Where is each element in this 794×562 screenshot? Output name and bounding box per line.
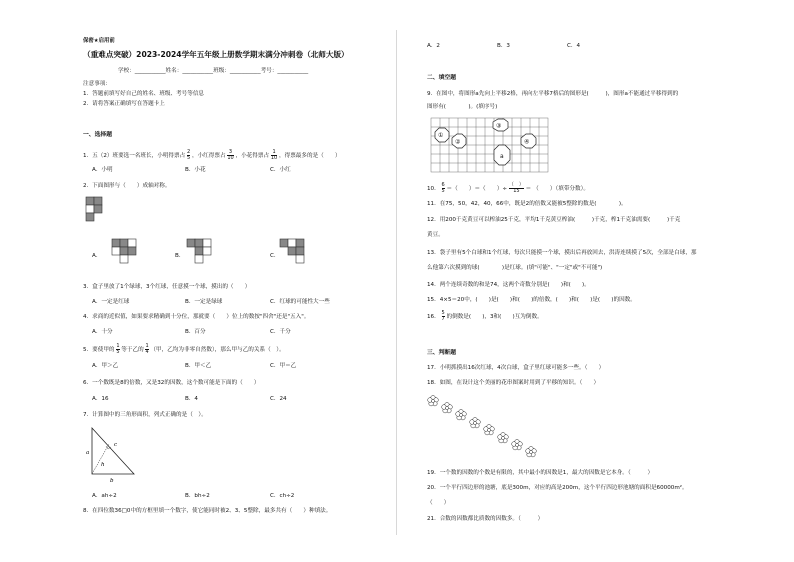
q5-option-c[interactable]: C．甲＝乙: [270, 363, 297, 369]
q6-option-a[interactable]: A．16: [92, 396, 109, 402]
notes-title: 注意事项：: [83, 81, 111, 87]
flower-3: [456, 410, 467, 420]
q1-option-b[interactable]: B．小花: [185, 167, 206, 173]
q4-option-b[interactable]: B．百分: [185, 329, 206, 335]
shape-label-a: a: [500, 153, 504, 160]
question-10: 10． $\frac{6}{5}$ ＝（ ）＝（ ）÷ （ ） 15 ＝ （ ）（填带分数）。: [427, 182, 589, 194]
q3-option-a[interactable]: A．一定是红球: [92, 299, 130, 305]
q6-option-b[interactable]: B．4: [185, 396, 198, 402]
question-6: 6．一个数既是8的倍数，又是32的因数，这个数可能是下面的（ ）: [83, 380, 260, 386]
q4-option-a[interactable]: A．十分: [92, 329, 113, 335]
question-9-cont: 图形有( )。(填序号): [427, 104, 498, 110]
q7-option-c[interactable]: C．ch÷2: [270, 493, 295, 499]
section-choice-heading: 一、选择题: [83, 132, 112, 138]
flower-7: [512, 440, 523, 450]
q9-grid-figure: [431, 118, 551, 174]
q1-option-a[interactable]: A．小明: [92, 167, 113, 173]
flower-8: [526, 447, 537, 457]
question-5: 5．要使甲的 $\frac{1}{5}$ 等于乙的 $\frac{1}{4}$ （甲，乙均为非零自然数），那么甲与乙的关系（ ）。: [83, 343, 285, 355]
q2-option-c[interactable]: C．: [270, 253, 280, 259]
question-21: 21．合数的因数都比质数的因数多。（ ）: [427, 516, 544, 522]
q7-option-a[interactable]: A．ah÷2: [92, 493, 117, 499]
flower-1: [428, 396, 439, 406]
q2-option-a-figure: [104, 239, 138, 265]
q2-option-a[interactable]: A．: [92, 253, 102, 259]
question-13: 13．袋子里有5个白球和1个红球，每次只能摸一个球，摸出后再放回去，洪涛连续摸了5次，全部是白球，那: [427, 250, 697, 256]
label-b: b: [110, 478, 114, 484]
question-1: 1．五（2）班要选一名班长，小明得票占 $\frac{2}{5}$ ，小红得票占 $\frac{3}{10}$ ，小花得票占 $\frac{1}{10}$ ，得票最多的是（ ）: [83, 149, 341, 161]
q8-option-b[interactable]: B．3: [497, 43, 510, 49]
flower-2: [442, 403, 453, 413]
question-3: 3．盒子里放了1个绿球，3个红球，任意摸一个球，摸出的（ ）: [83, 284, 251, 290]
shape-label-4: ④: [524, 138, 530, 146]
question-14: 14．两个连续奇数的和是74，这两个奇数分别是( )和( )。: [427, 282, 590, 288]
right-page: [397, 0, 794, 562]
fraction-q1-xiaohong: $\frac{3}{10}$: [227, 149, 234, 161]
flower-chain-figure: [427, 393, 557, 463]
fraction-q5-b: $\frac{1}{4}$: [145, 343, 149, 355]
question-20: 20．一个平行四边形的池塘，底是300m，对应的高是200m，这个平行四边形池塘的面积是60000m²。: [427, 485, 688, 491]
question-19: 19．一个数的因数的个数是有限的，其中最小的因数是1，最大的因数是它本身。（ ）: [427, 470, 654, 476]
q8-option-a[interactable]: A．2: [427, 43, 440, 49]
fraction-q1-xiaohua: $\frac{1}{10}$: [270, 149, 278, 161]
q6-option-c[interactable]: C．24: [270, 396, 287, 402]
q2-reference-figure: [86, 197, 110, 227]
question-20-cont: （ ）: [427, 500, 450, 506]
question-12-cont: 黄豆。: [427, 232, 444, 238]
secret-label: 保密★启用前: [83, 38, 115, 44]
label-c: c: [114, 442, 118, 448]
flower-4: [470, 418, 481, 428]
fraction-q16: $\frac{5}{7}$: [441, 310, 445, 322]
flower-5: [484, 425, 495, 435]
question-12: 12．用200千克黄豆可以榨油25千克，平均1千克黄豆榨油( )千克，榨1千克油需要( )千克: [427, 217, 681, 223]
question-9: 9．在图中，将图形a先向上平移2格，再向左平移7格后的图形是( )，图形a不能通过平移得到的: [427, 91, 679, 97]
q5-option-a[interactable]: A．甲＞乙: [92, 363, 119, 369]
q7-triangle-figure: [86, 424, 146, 484]
q1-option-c[interactable]: C．小红: [270, 167, 291, 173]
q8-option-c[interactable]: C．4: [567, 43, 581, 49]
question-8: 8．在四位数36□0中的方框里填一个数字，使它能同时被2、3、5整除，最多共有（ ）种填法。: [83, 508, 332, 514]
fraction-q10-a: $\frac{6}{5}$: [441, 182, 445, 194]
shape-label-3: ③: [496, 122, 502, 130]
question-11: 11．在75，50，42，40，66中，既是2的倍数又能被5整除的数是( )。: [427, 201, 627, 207]
question-18: 18．如图，在设计这个美丽的花串图案时用到了平移的知识。（ ）: [427, 380, 600, 386]
label-a: a: [86, 450, 90, 456]
question-13-cont: 么他第六次摸到的球( )是红球。(填"可能"、"一定"或"不可能"): [427, 265, 603, 271]
shape-label-2: ②: [455, 138, 461, 146]
fraction-q1-xiaoming: $\frac{2}{5}$: [187, 149, 191, 161]
question-7: 7．计算图中的三角形面积，列式正确的是（ ）。: [83, 412, 207, 418]
q2-option-b[interactable]: B．: [175, 253, 185, 259]
note-2: 2．请将答案正确填写在答题卡上: [83, 101, 165, 107]
q2-option-c-figure: [280, 239, 314, 265]
q2-option-b-figure: [187, 239, 221, 265]
shape-label-1: ①: [438, 132, 444, 139]
q3-option-b[interactable]: B．一定是绿球: [185, 299, 223, 305]
section-judge-heading: 三、判断题: [427, 350, 456, 356]
q3-option-c[interactable]: C．红球的可能性大一些: [270, 299, 330, 305]
flower-6: [498, 433, 509, 443]
q7-option-b[interactable]: B．bh÷2: [185, 493, 210, 499]
student-info-line: 学校：___________姓名：___________班级：___________考号：___________: [118, 68, 309, 74]
fraction-q10-b: （ ） 15: [508, 182, 524, 194]
note-1: 1．答题前填写好自己的姓名、班级、考号等信息: [83, 91, 205, 97]
question-16: 16． $\frac{5}{7}$ 的倒数是( )，3和( )互为倒数。: [427, 310, 543, 322]
exam-title: （重难点突破）2023-2024学年五年级上册数学期末满分冲刺卷（北师大版）: [83, 50, 349, 59]
q5-option-b[interactable]: B．甲＜乙: [185, 363, 212, 369]
q4-option-c[interactable]: C．千分: [270, 329, 291, 335]
question-17: 17．小明抓摸出16次红球，4次白球，盒子里红球可能多一些。（ ）: [427, 365, 605, 371]
question-4: 4．求商的近似值，如果要求精确到十分位，那就要（ ）位上的数按"四舍"还是"五入"。: [83, 314, 310, 320]
fraction-q5-a: $\frac{1}{5}$: [116, 343, 120, 355]
label-h: h: [101, 462, 105, 468]
question-15: 15．4×5＝20中，( )是( )和( )的倍数，( )和( )是( )的因数。: [427, 297, 636, 303]
question-2: 2．下面图形与（ ）成轴对称。: [83, 183, 171, 189]
section-fill-heading: 二、填空题: [427, 75, 456, 81]
